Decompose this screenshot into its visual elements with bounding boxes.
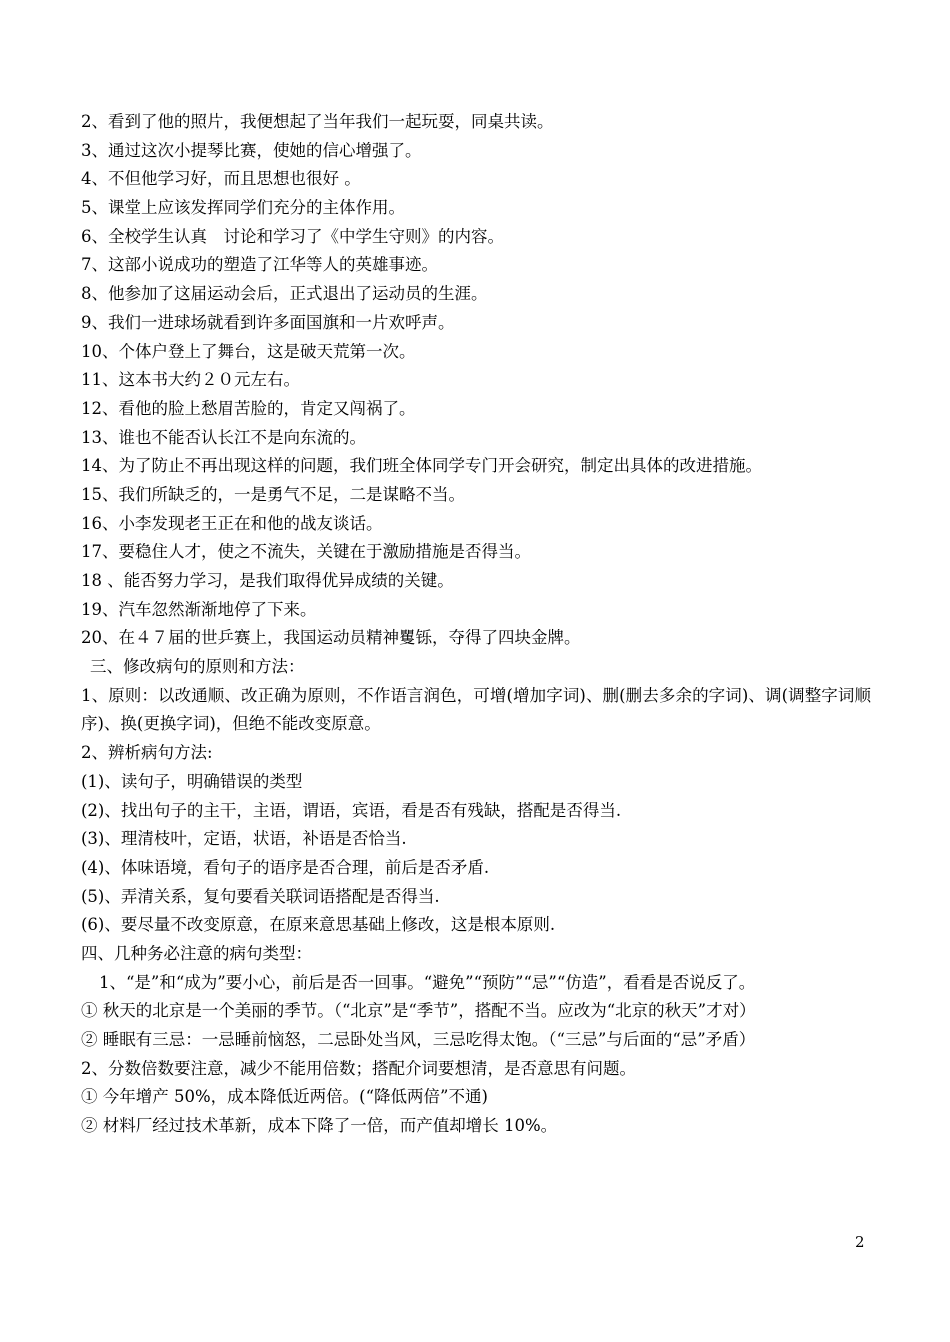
method-item-5: (5)、弄清关系，复句要看关联词语搭配是否得当. xyxy=(81,886,440,906)
sentence-item-9: 9、我们一进球场就看到许多面国旗和一片欢呼声。 xyxy=(81,312,455,332)
type-rule-2: 2、分数倍数要注意，减少不能用倍数；搭配介词要想清，是否意思有问题。 xyxy=(81,1058,636,1078)
sentence-item-18: 18 、能否努力学习，是我们取得优异成绩的关键。 xyxy=(81,571,454,590)
type-rule-1: 1、“是”和“成为”要小心，前后是否一回事。“避免”“预防”“忌”“仿造”，看看是否说反了。 xyxy=(99,972,756,992)
sentence-item-17: 17、要稳住人才，使之不流失，关键在于激励措施是否得当。 xyxy=(81,542,531,562)
section-heading-3: 三、修改病句的原则和方法： xyxy=(90,657,305,677)
sentence-item-4: 4、不但他学习好，而且思想也很好 。 xyxy=(81,169,361,189)
method-item-2: (2)、找出句子的主干，主语，谓语，宾语，看是否有残缺，搭配是否得当. xyxy=(81,800,622,820)
sentence-item-2: 2、看到了他的照片，我便想起了当年我们一起玩耍，同桌共读。 xyxy=(81,112,554,131)
document-body xyxy=(81,108,871,1141)
type-example-1-1: ① 秋天的北京是一个美丽的季节。（“北京”是“季节”，搭配不当。应改为“北京的秋天”才对） xyxy=(81,1001,756,1021)
sentence-item-15: 15、我们所缺乏的，一是勇气不足，二是谋略不当。 xyxy=(81,484,465,504)
section-heading-4: 四、几种务必注意的病句类型： xyxy=(81,943,312,963)
method-item-6: (6)、要尽量不改变原意，在原来意思基础上修改，这是根本原则. xyxy=(81,915,556,935)
type-example-2-2: ② 材料厂经过技术革新，成本下降了一倍，而产值却增长 10%。 xyxy=(81,1116,558,1136)
sentence-item-6: 6、全校学生认真 讨论和学习了《中学生守则》的内容。 xyxy=(81,226,504,246)
method-heading: 2、辨析病句方法: xyxy=(81,743,213,763)
method-item-3: (3)、理清枝叶，定语，状语，补语是否恰当. xyxy=(81,829,407,849)
sentence-item-8: 8、他参加了这届运动会后，正式退出了运动员的生涯。 xyxy=(81,284,488,304)
sentence-item-5: 5、课堂上应该发挥同学们充分的主体作用。 xyxy=(81,198,405,218)
sentence-item-16: 16、小李发现老王正在和他的战友谈话。 xyxy=(81,513,383,533)
sentence-item-20: 20、在４７届的世乒赛上，我国运动员精神矍铄，夺得了四块金牌。 xyxy=(81,628,581,648)
sentence-item-19: 19、汽车忽然渐渐地停了下来。 xyxy=(81,599,317,619)
page-number: 2 xyxy=(855,1233,865,1251)
sentence-item-11: 11、这本书大约２０元左右。 xyxy=(81,370,300,390)
type-example-2-1: ① 今年增产 50%，成本降低近两倍。(“降低两倍”不通) xyxy=(81,1087,488,1107)
sentence-item-10: 10、个体户登上了舞台，这是破天荒第一次。 xyxy=(81,341,416,361)
type-example-1-2: ② 睡眠有三忌：一忌睡前恼怒，二忌卧处当风，三忌吃得太饱。（“三忌”与后面的“忌”矛盾） xyxy=(81,1030,756,1050)
sentence-item-7: 7、这部小说成功的塑造了江华等人的英雄事迹。 xyxy=(81,255,438,275)
sentence-item-14: 14、为了防止不再出现这样的问题，我们班全体同学专门开会研究，制定出具体的改进措施。 xyxy=(81,456,762,476)
sentence-item-12: 12、看他的脸上愁眉苦脸的，肯定又闯祸了。 xyxy=(81,398,416,418)
principle-paragraph: 1、原则：以改通顺、改正确为原则，不作语言润色，可增(增加字词)、删(删去多余的字词)、调(调整字词顺序)、换(更换字词)，但绝不能改变原意。 xyxy=(81,685,871,734)
sentence-item-13: 13、谁也不能否认长江不是向东流的。 xyxy=(81,427,366,447)
method-item-1: (1)、读句子，明确错误的类型 xyxy=(81,771,303,791)
method-item-4: (4)、体味语境，看句子的语序是否合理，前后是否矛盾. xyxy=(81,857,490,877)
sentence-item-3: 3、通过这次小提琴比赛，使她的信心增强了。 xyxy=(81,140,422,160)
